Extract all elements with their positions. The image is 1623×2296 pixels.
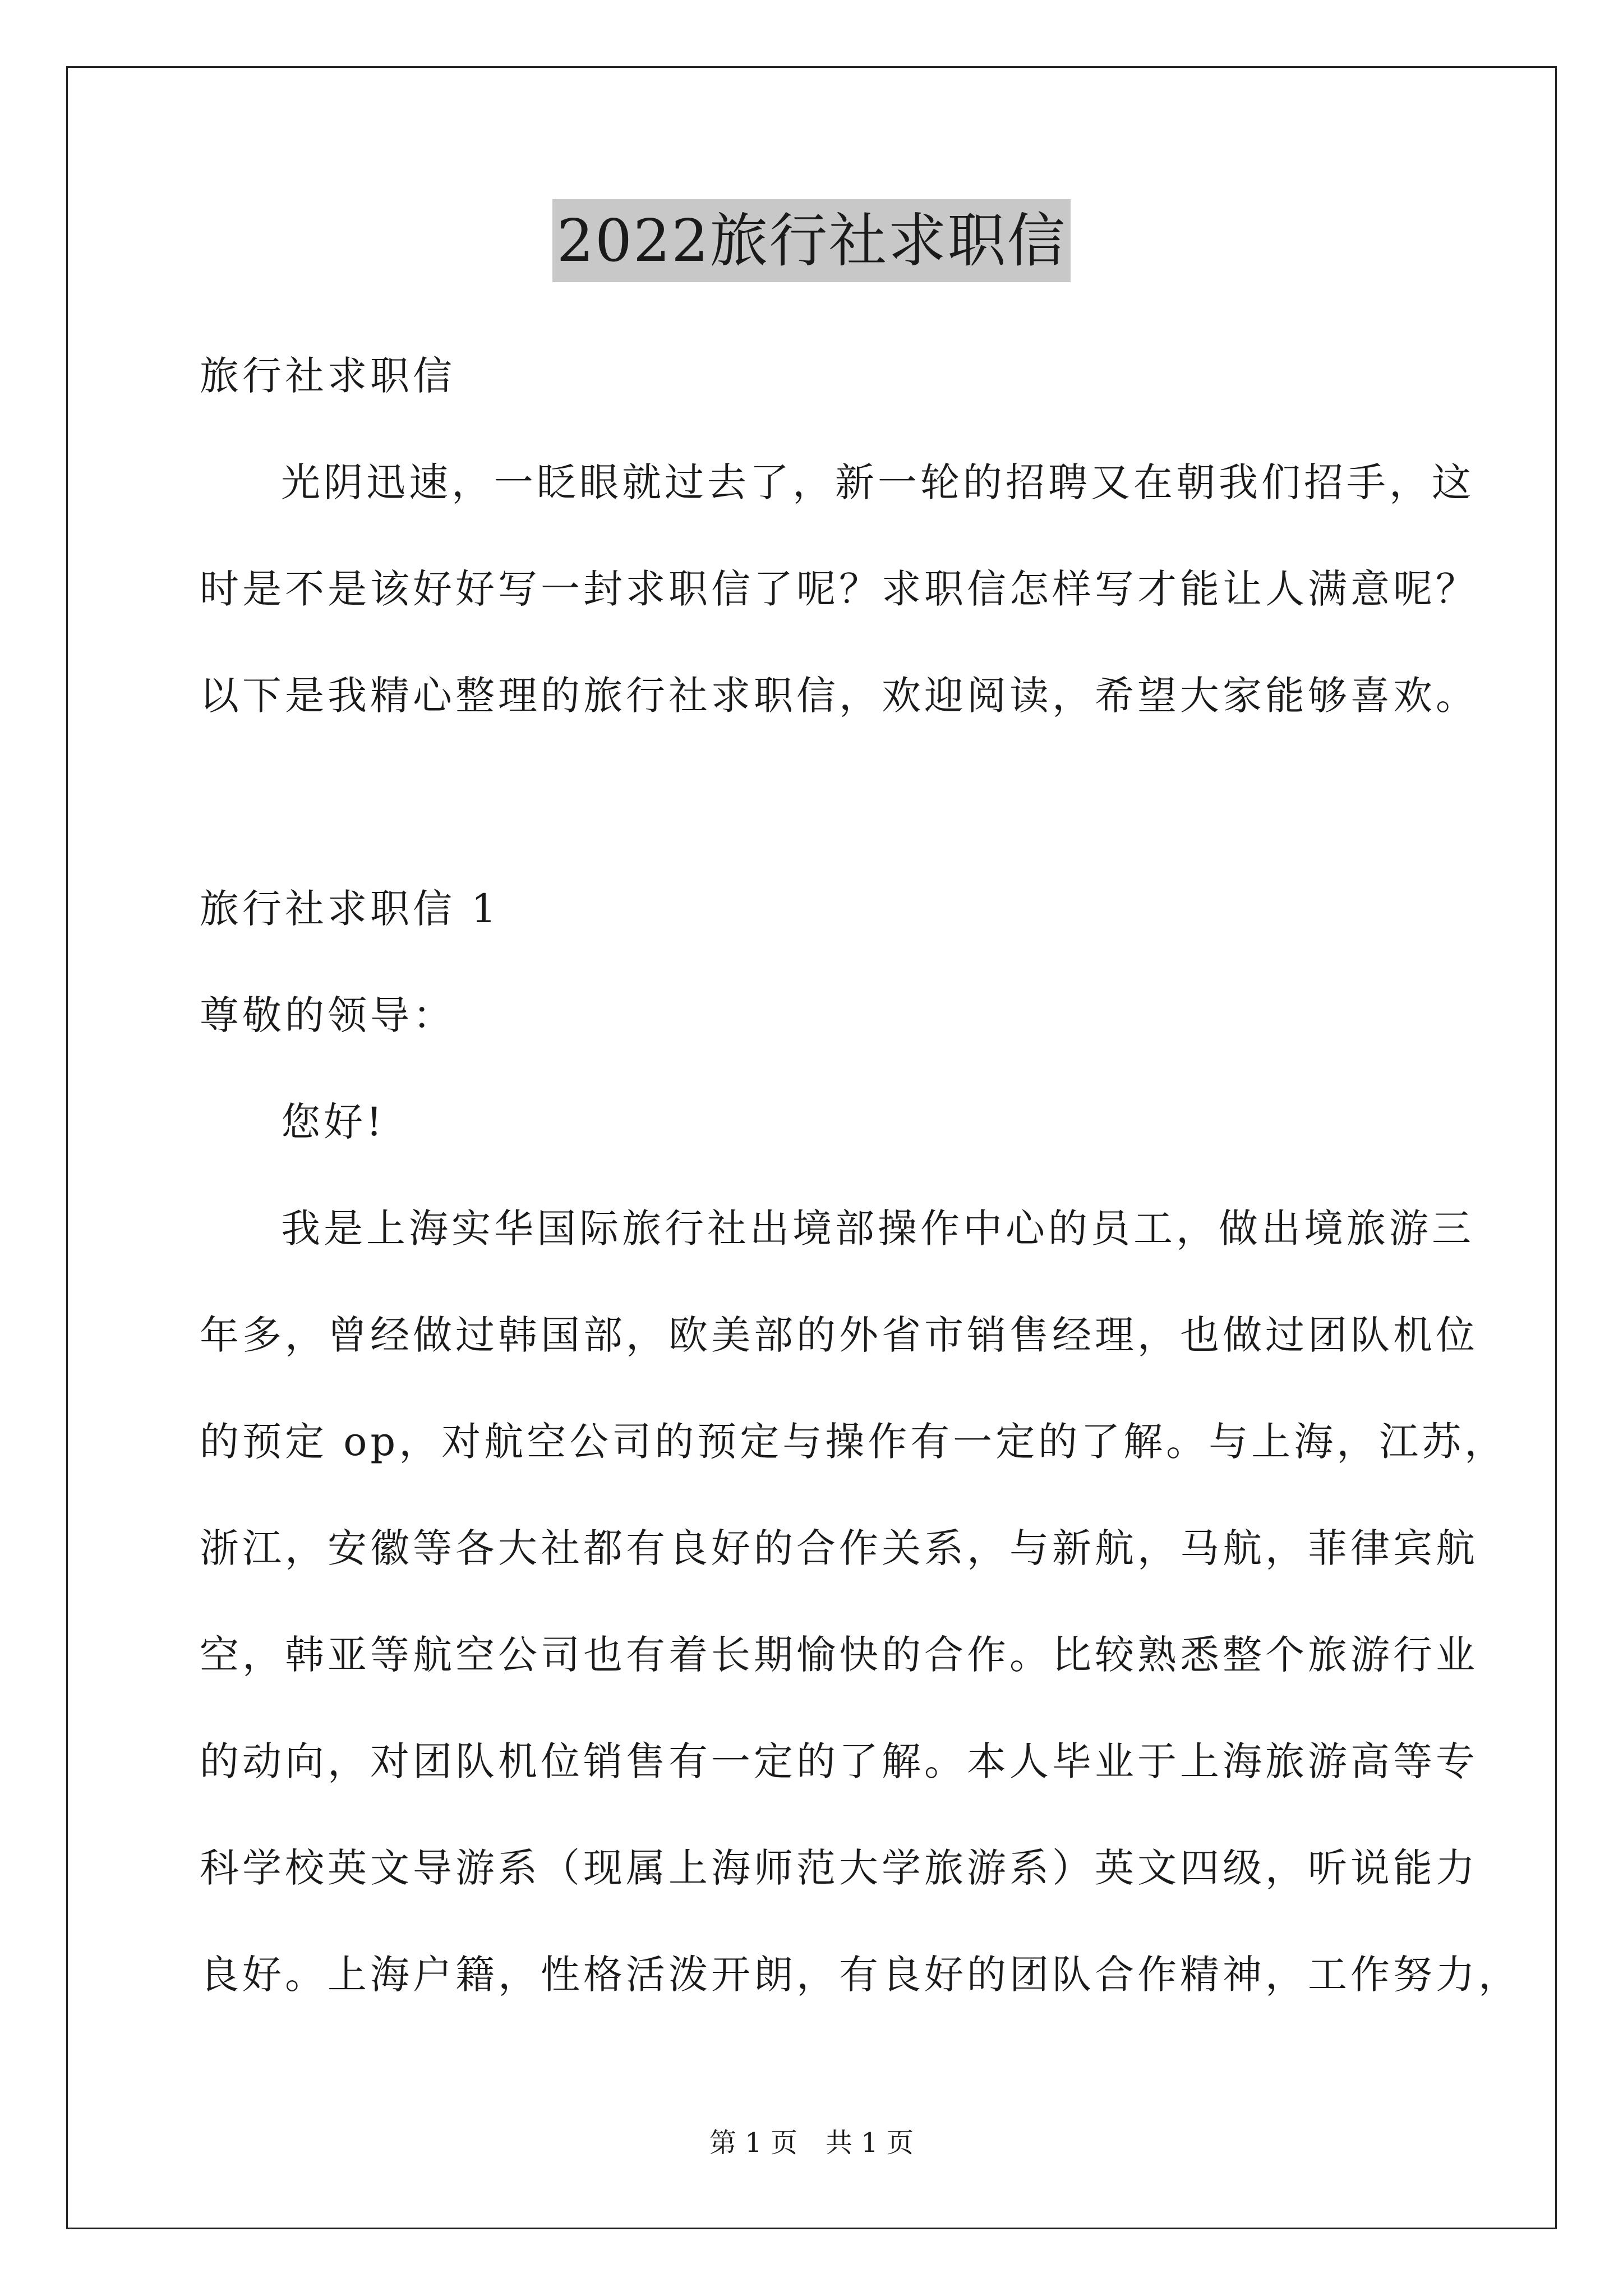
paragraph-line: 空，韩亚等航空公司也有着长期愉快的合作。比较熟悉整个旅游行业 bbox=[200, 1632, 1478, 1678]
paragraph-line: 良好。上海户籍，性格活泼开朗，有良好的团队合作精神，工作努力， bbox=[200, 1952, 1521, 1998]
paragraph-line: 科学校英文导游系（现属上海师范大学旅游系）英文四级，听说能力 bbox=[200, 1845, 1478, 1891]
paragraph-line: 以下是我精心整理的旅行社求职信，欢迎阅读，希望大家能够喜欢。 bbox=[200, 673, 1478, 719]
paragraph-line: 我是上海实华国际旅行社出境部操作中心的员工，做出境旅游三 bbox=[281, 1205, 1474, 1251]
paragraph-line: 的动向，对团队机位销售有一定的了解。本人毕业于上海旅游高等专 bbox=[200, 1738, 1478, 1784]
page-footer bbox=[0, 2126, 1623, 2160]
salutation: 尊敬的领导： bbox=[200, 992, 455, 1038]
paragraph-line: 光阴迅速，一眨眼就过去了，新一轮的招聘又在朝我们招手，这 bbox=[281, 459, 1474, 505]
page-number-current: 第 1 页 bbox=[709, 2127, 797, 2159]
letter-heading: 旅行社求职信 1 bbox=[200, 886, 500, 932]
paragraph-line: 时是不是该好好写一封求职信了呢？求职信怎样写才能让人满意呢？ bbox=[200, 566, 1478, 612]
paragraph-line: 的预定 op，对航空公司的预定与操作有一定的了解。与上海，江苏， bbox=[200, 1419, 1507, 1465]
paragraph-line: 浙江，安徽等各大社都有良好的合作关系，与新航，马航，菲律宾航 bbox=[200, 1525, 1478, 1571]
greeting: 您好! bbox=[281, 1099, 386, 1145]
page-number-total: 共 1 页 bbox=[826, 2127, 914, 2159]
title-container bbox=[0, 199, 1623, 282]
document-title: 2022旅行社求职信 bbox=[552, 199, 1071, 282]
document-body bbox=[200, 323, 1521, 2028]
paragraph-line: 年多，曾经做过韩国部，欧美部的外省市销售经理，也做过团队机位 bbox=[200, 1312, 1478, 1358]
blank-line bbox=[200, 749, 1422, 855]
section-heading: 旅行社求职信 bbox=[200, 353, 455, 399]
